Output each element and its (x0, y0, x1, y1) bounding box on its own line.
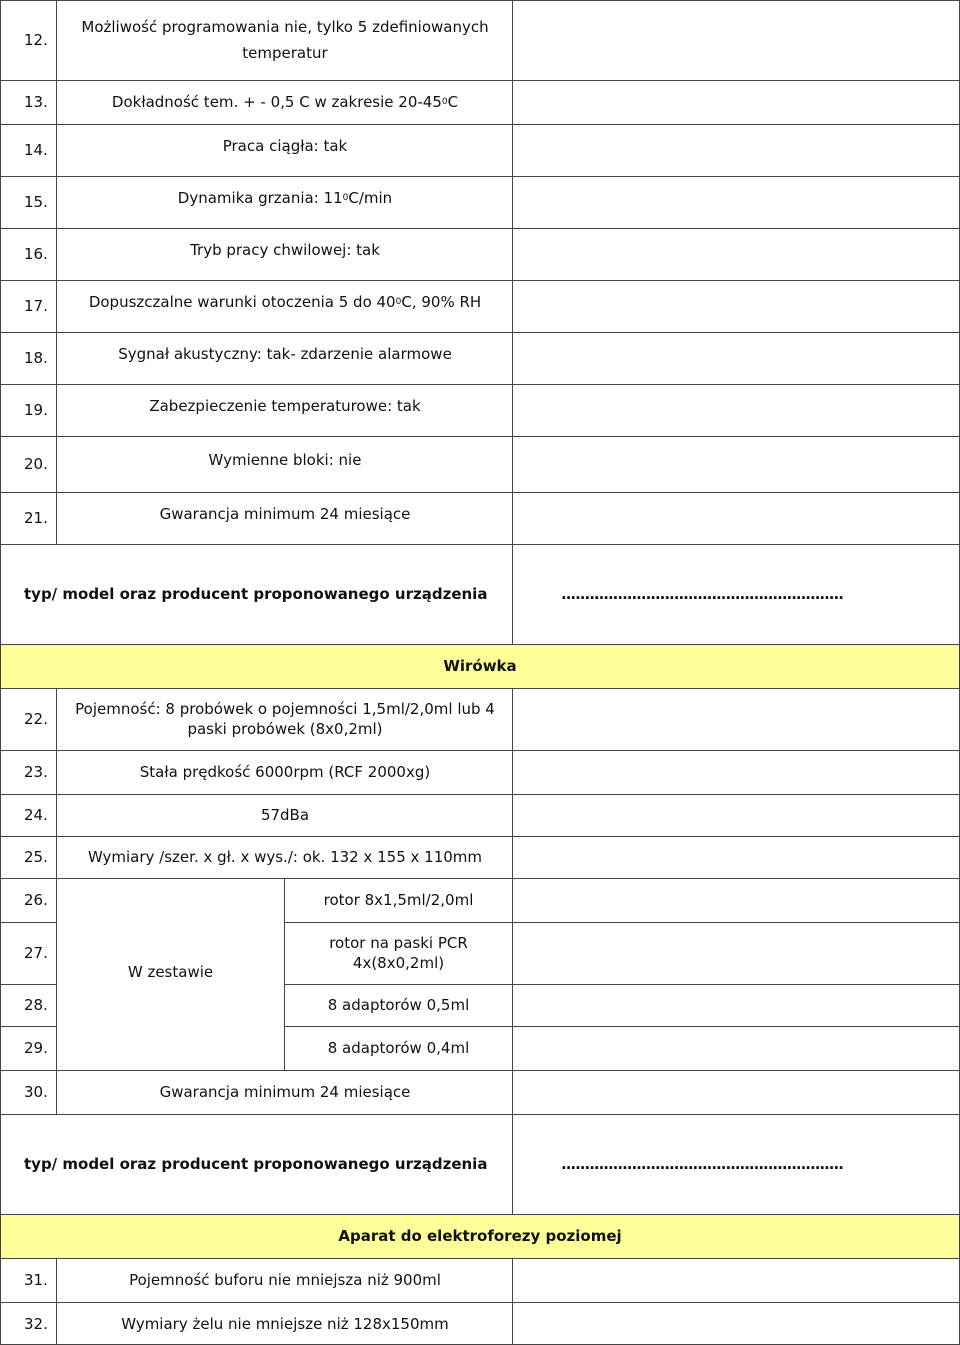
set-item: 8 adaptorów 0,5ml (327, 996, 470, 1014)
row-description: Zabezpieczenie temperaturowe: tak (149, 397, 421, 415)
row-number: 29. (24, 1039, 48, 1057)
row-divider (0, 1302, 960, 1303)
row-description-line: paski probówek (8x0,2ml) (187, 720, 383, 738)
row-number: 25. (24, 848, 48, 866)
row-divider (0, 332, 960, 333)
row-description (57, 176, 513, 220)
row-divider (284, 922, 960, 923)
row-number: 17. (24, 297, 48, 315)
row-number: 14. (24, 141, 48, 159)
row-description: Sygnał akustyczny: tak- zdarzenie alarmowe (118, 345, 452, 363)
row-divider (0, 124, 960, 125)
row-description (57, 80, 513, 124)
model-producer-label: typ/ model oraz producent proponowanego urządzenia (24, 585, 488, 603)
row-description: Praca ciągła: tak (222, 137, 348, 155)
row-number: 16. (24, 245, 48, 263)
row-description: Tryb pracy chwilowej: tak (190, 241, 380, 259)
row-divider (0, 228, 960, 229)
row-divider (0, 384, 960, 385)
row-divider (284, 984, 960, 985)
column-divider (56, 688, 57, 1114)
row-description-text: C (447, 93, 459, 111)
row-divider (284, 1026, 960, 1027)
row-number: 22. (24, 710, 48, 728)
row-description: 57dBa (260, 806, 310, 824)
row-divider (0, 1070, 960, 1071)
set-item-line: rotor na paski PCR (329, 934, 468, 952)
row-number: 18. (24, 349, 48, 367)
row-number: 28. (24, 996, 48, 1014)
row-number: 21. (24, 509, 48, 527)
row-divider (0, 878, 960, 879)
row-divider (0, 688, 960, 689)
row-divider (0, 922, 57, 923)
row-divider (0, 794, 960, 795)
row-description-text: C/min (348, 189, 393, 207)
row-divider (0, 176, 960, 177)
row-description: Stała prędkość 6000rpm (RCF 2000xg) (139, 763, 431, 781)
row-description: Wymiary /szer. x gł. x wys./: ok. 132 x 155 x 110mm (87, 848, 483, 866)
border-left (0, 0, 1, 1345)
row-description-text: Dynamika grzania: 11 (177, 189, 343, 207)
column-divider (512, 688, 513, 1214)
set-item: 8 adaptorów 0,4ml (327, 1039, 470, 1057)
row-description-line: Możliwość programowania nie, tylko 5 zdefiniowanych (81, 18, 489, 36)
row-divider (0, 1114, 960, 1115)
row-description-line: Pojemność: 8 probówek o pojemności 1,5ml/2,0ml lub 4 (75, 700, 495, 718)
row-divider (0, 1214, 960, 1215)
column-divider (56, 0, 57, 544)
row-divider (0, 544, 960, 545)
row-number: 26. (24, 891, 48, 909)
set-label: W zestawie (127, 963, 214, 981)
row-description-line: temperatur (242, 44, 328, 62)
column-divider (284, 878, 285, 1070)
row-description-text: C, 90% RH (401, 293, 482, 311)
row-number: 30. (24, 1083, 48, 1101)
row-divider (0, 644, 960, 645)
row-number: 27. (24, 944, 48, 962)
row-number: 15. (24, 193, 48, 211)
column-divider (512, 0, 513, 644)
row-divider (0, 80, 960, 81)
row-description: Gwarancja minimum 24 miesiące (159, 505, 411, 523)
row-divider (0, 836, 960, 837)
row-number: 31. (24, 1271, 48, 1289)
section-title-elektroforeza: Aparat do elektroforezy poziomej (0, 1214, 960, 1258)
row-number: 24. (24, 806, 48, 824)
model-producer-field[interactable]: ............................................................ (561, 585, 843, 603)
row-description: Wymienne bloki: nie (208, 451, 362, 469)
row-description (57, 688, 513, 750)
row-number: 20. (24, 455, 48, 473)
row-description: Gwarancja minimum 24 miesiące (159, 1083, 411, 1101)
row-divider (0, 1026, 57, 1027)
row-description: Wymiary żelu nie mniejsze niż 128x150mm (121, 1314, 449, 1333)
row-divider (0, 280, 960, 281)
row-description (57, 280, 513, 324)
row-number: 12. (24, 31, 48, 49)
row-number: 32. (24, 1314, 48, 1333)
border-top (0, 0, 960, 1)
row-divider (0, 984, 57, 985)
row-description-text: Dokładność tem. + - 0,5 C w zakresie 20-45 (111, 93, 442, 111)
model-producer-field[interactable]: ............................................................ (561, 1155, 843, 1173)
row-divider (0, 1258, 960, 1259)
section-title-wirowka: Wirówka (0, 644, 960, 688)
row-description (57, 0, 513, 80)
row-number: 13. (24, 93, 48, 111)
row-divider (0, 492, 960, 493)
set-item: rotor 8x1,5ml/2,0ml (323, 891, 474, 909)
superscript: 0 (342, 193, 349, 203)
superscript: 0 (395, 297, 402, 307)
set-item (284, 922, 513, 984)
model-producer-label: typ/ model oraz producent proponowanego urządzenia (24, 1155, 488, 1173)
row-divider (0, 436, 960, 437)
row-description: Pojemność buforu nie mniejsza niż 900ml (129, 1271, 441, 1289)
row-divider (0, 750, 960, 751)
row-description-text: Dopuszczalne warunki otoczenia 5 do 40 (88, 293, 396, 311)
row-number: 19. (24, 401, 48, 419)
superscript: 0 (441, 97, 448, 107)
row-number: 23. (24, 763, 48, 781)
set-item-line: 4x(8x0,2ml) (352, 954, 445, 972)
